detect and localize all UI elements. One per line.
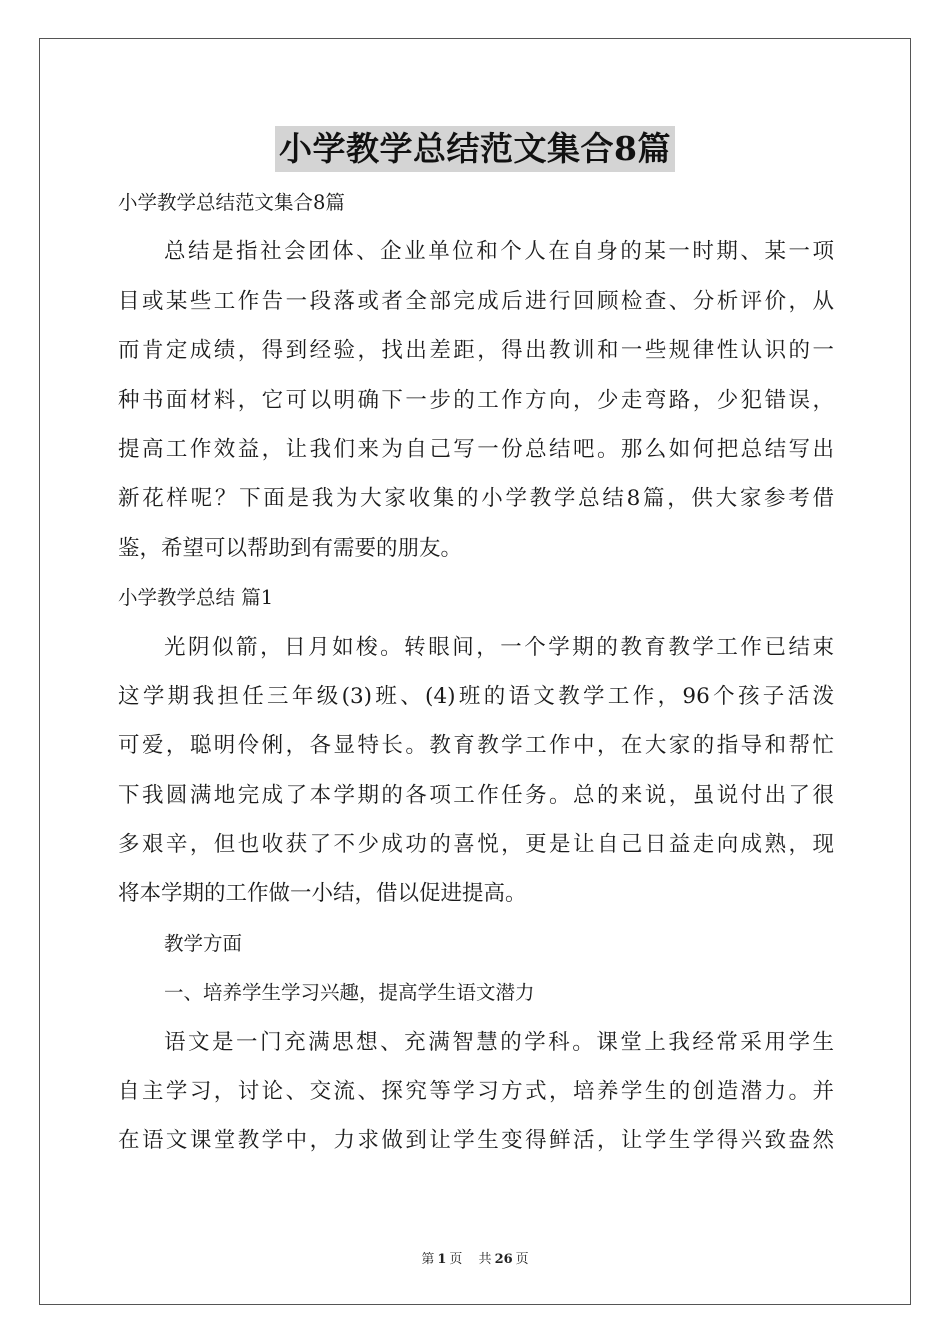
section-line: 下我圆满地完成了本学期的各项工作任务。总的来说，虽说付出了很 <box>118 782 834 808</box>
document-body <box>118 178 834 1166</box>
paragraph-line: 自主学习，讨论、交流、探究等学习方式，培养学生的创造潜力。并 <box>118 1079 834 1105</box>
total-pages: 26 <box>494 1252 513 1267</box>
section-line: 这学期我担任三年级(3)班、(4)班的语文教学工作，96个孩子活泼 <box>118 683 834 709</box>
intro-line: 新花样呢？下面是我为大家收集的小学教学总结8篇，供大家参考借 <box>118 486 834 512</box>
document-subtitle: 小学教学总结范文集合8篇 <box>118 191 345 214</box>
intro-line: 总结是指社会团体、企业单位和个人在自身的某一时期、某一项 <box>164 239 834 265</box>
total-prefix: 共 <box>478 1252 492 1267</box>
section-line: 将本学期的工作做一小结，借以促进提高。 <box>118 881 527 907</box>
total-suffix: 页 <box>515 1252 529 1267</box>
section-heading: 小学教学总结 篇1 <box>118 586 274 610</box>
total-indicator <box>476 1252 532 1267</box>
title-area <box>0 126 950 172</box>
intro-line: 目或某些工作告一段落或者全部完成后进行回顾检查、分析评价，从 <box>118 288 834 314</box>
page-indicator <box>418 1252 465 1267</box>
section-line: 多艰辛，但也收获了不少成功的喜悦，更是让自己日益走向成熟，现 <box>118 832 834 858</box>
subheading-interest: 一、培养学生学习兴趣，提高学生语文潜力 <box>164 981 535 1005</box>
section-line: 可爱，聪明伶俐，各显特长。教育教学工作中，在大家的指导和帮忙 <box>118 733 834 759</box>
intro-line: 提高工作效益，让我们来为自己写一份总结吧。那么如何把总结写出 <box>118 436 834 462</box>
paragraph-line: 在语文课堂教学中，力求做到让学生变得鲜活，让学生学得兴致盎然 <box>118 1128 834 1154</box>
page-footer <box>0 1248 950 1267</box>
intro-line: 鉴，希望可以帮助到有需要的朋友。 <box>118 535 463 561</box>
page-number: 1 <box>437 1252 447 1267</box>
page-prefix: 第 <box>421 1252 435 1267</box>
page-suffix: 页 <box>449 1252 463 1267</box>
document-title: 小学教学总结范文集合8篇 <box>275 126 675 172</box>
section-line: 光阴似箭，日月如梭。转眼间，一个学期的教育教学工作已结束 <box>164 634 834 660</box>
intro-line: 而肯定成绩，得到经验，找出差距，得出教训和一些规律性认识的一 <box>118 338 834 364</box>
paragraph-line: 语文是一门充满思想、充满智慧的学科。课堂上我经常采用学生 <box>164 1029 834 1055</box>
subheading-teaching: 教学方面 <box>164 931 243 955</box>
intro-line: 种书面材料，它可以明确下一步的工作方向，少走弯路，少犯错误， <box>118 387 834 413</box>
